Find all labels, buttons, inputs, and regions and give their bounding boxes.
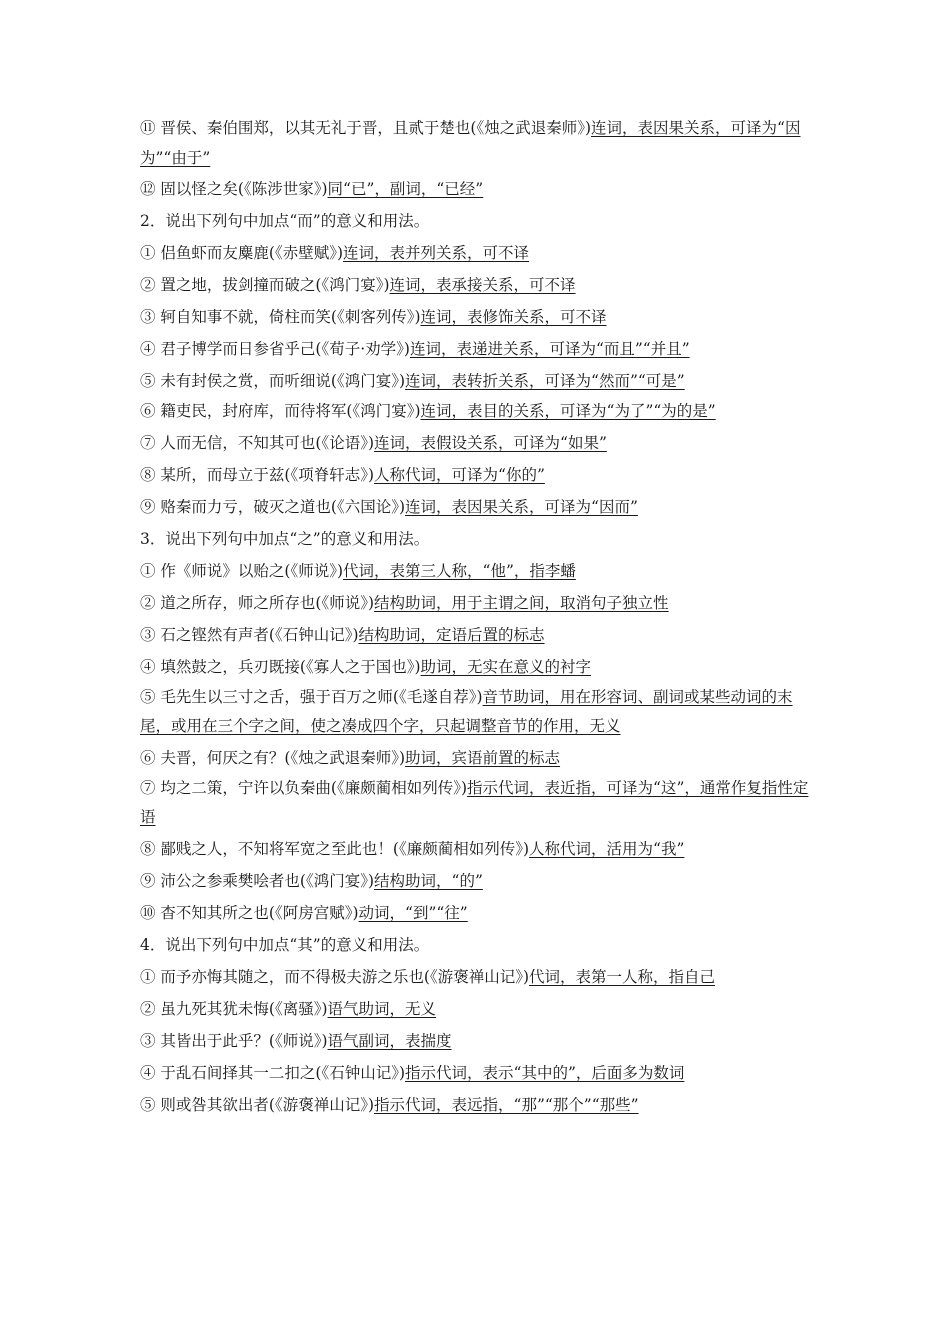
list-item [140,897,812,929]
item-sentence: ⑥ 籍吏民，封府库，而待将军(《鸿门宴》) [140,402,421,420]
list-item [140,961,812,993]
item-answer: 音节助词，用在形容词、副词或某些动词的末尾，或用在三个字之间，使之凑成四个字，只起调整音节的作用，无义 [140,687,793,735]
item-sentence: ⑪ 晋侯、秦伯围郑，以其无礼于晋，且贰于楚也(《烛之武退秦师》) [140,119,592,137]
item-answer: 结构助词，“的” [374,871,483,890]
list-item [140,774,812,833]
item-sentence: ① 侣鱼虾而友麋鹿(《赤壁赋》) [140,244,344,262]
item-answer: 语气助词，无义 [327,999,437,1018]
item-answer: 指示代词，表近指，可译为“这”，通常作复指性定语 [140,778,809,826]
list-item [140,333,812,365]
item-sentence: ⑨ 赂秦而力亏，破灭之道也(《六国论》) [140,497,406,516]
document-content [140,114,812,1121]
question-heading: 2．说出下列句中加点“而”的意义和用法。 [140,212,430,230]
item-sentence: ⑨ 沛公之参乘樊哙者也(《鸿门宴》) [140,871,375,890]
item-sentence: ⑤ 毛先生以三寸之舌，强于百万之师(《毛遂自荐》) [140,687,483,706]
section-4 [140,929,812,1121]
item-answer: 连词，表递进关系，可译为“而且”“并且” [409,340,690,358]
item-answer: 助词，宾语前置的标志 [405,748,561,767]
item-answer: 结构助词，用于主谓之间，取消句子独立性 [374,593,669,612]
section-2 [140,205,812,523]
list-item [140,651,812,683]
list-item [140,114,812,173]
list-item [140,269,812,301]
item-sentence: ④ 填然鼓之，兵刃既接(《寡人之于国也》) [140,657,421,676]
item-answer: 人称代词，可译为“你的” [374,465,545,484]
item-sentence: ⑩ 杳不知其所之也(《阿房宫赋》) [140,903,359,922]
list-item [140,397,812,427]
list-item [140,619,812,651]
list-item [140,865,812,897]
list-item [140,301,812,333]
item-answer: 语气副词，表揣度 [327,1031,452,1050]
item-answer: 连词，表目的关系，可译为“为了”“为的是” [420,402,716,420]
item-sentence: ④ 君子博学而日参省乎己(《荀子·劝学》) [140,340,410,358]
list-item [140,1025,812,1057]
question-heading: 4．说出下列句中加点“其”的意义和用法。 [140,935,430,954]
item-sentence: ① 而予亦悔其随之，而不得极夫游之乐也(《游褒禅山记》) [140,967,530,986]
list-item [140,683,812,742]
list-item [140,173,812,205]
item-answer: 连词，表承接关系，可不译 [389,276,576,294]
item-sentence: ⑥ 夫晋，何厌之有？(《烛之武退秦师》) [140,748,406,767]
item-answer: 连词，表转折关系，可译为“然而”“可是” [405,372,685,390]
list-item [140,1057,812,1089]
item-answer: 连词，表因果关系，可译为“因而” [405,497,638,516]
item-sentence: ⑧ 鄙贱之人，不知将军宽之至此也！(《廉颇蔺相如列传》) [140,839,530,858]
section-3 [140,523,812,929]
item-answer: 人称代词，活用为“我” [529,839,685,858]
item-answer: 指示代词，表示“其中的”，后面多为数词 [405,1063,685,1082]
item-answer: 连词，表因果关系，可译为“因为”“由于” [140,119,801,167]
list-item [140,555,812,587]
item-sentence: ⑦ 人而无信，不知其可也(《论语》) [140,433,375,452]
item-answer: 同“已”，副词，“已经” [327,180,484,198]
list-item [140,237,812,269]
item-sentence: ⑧ 某所，而母立于兹(《项脊轩志》) [140,465,375,484]
item-sentence: ② 虽九死其犹未悔(《离骚》) [140,999,328,1018]
list-item [140,427,812,459]
item-answer: 结构助词，定语后置的标志 [358,625,545,644]
item-answer: 动词，“到”“往” [358,903,468,922]
list-item [140,491,812,523]
list-item [140,993,812,1025]
item-answer: 指示代词，表远指，“那”“那个”“那些” [374,1095,639,1114]
list-item [140,833,812,865]
list-item [140,742,812,774]
list-item [140,459,812,491]
item-sentence: ② 道之所存，师之所存也(《师说》) [140,593,375,612]
item-answer: 连词，表修饰关系，可不译 [420,308,607,326]
item-answer: 连词，表并列关系，可不译 [343,244,530,262]
list-item [140,587,812,619]
item-sentence: ③ 轲自知事不就，倚柱而笑(《刺客列传》) [140,308,421,326]
item-sentence: ⑫ 固以怪之矣(《陈涉世家》) [140,180,328,198]
item-sentence: ③ 石之铿然有声者(《石钟山记》) [140,625,359,644]
item-sentence: ① 作《师说》以贻之(《师说》) [140,561,344,580]
list-item [140,1089,812,1121]
item-sentence: ③ 其皆出于此乎？(《师说》) [140,1031,328,1050]
list-item [140,365,812,397]
item-answer: 连词，表假设关系，可译为“如果” [374,433,607,452]
question-heading: 3．说出下列句中加点“之”的意义和用法。 [140,529,430,548]
item-answer: 代词，表第三人称，“他”，指李蟠 [343,561,576,580]
item-sentence: ⑤ 未有封侯之赏，而听细说(《鸿门宴》) [140,372,406,390]
item-sentence: ④ 于乱石间择其一二扣之(《石钟山记》) [140,1063,406,1082]
section-1 [140,114,812,205]
item-sentence: ② 置之地，拔剑撞而破之(《鸿门宴》) [140,276,390,294]
item-sentence: ⑤ 则或咎其欲出者(《游褒禅山记》) [140,1095,375,1114]
item-answer: 代词，表第一人称，指自己 [529,967,716,986]
item-answer: 助词，无实在意义的衬字 [420,657,592,676]
item-sentence: ⑦ 均之二策，宁许以负秦曲(《廉颇蔺相如列传》) [140,778,468,797]
